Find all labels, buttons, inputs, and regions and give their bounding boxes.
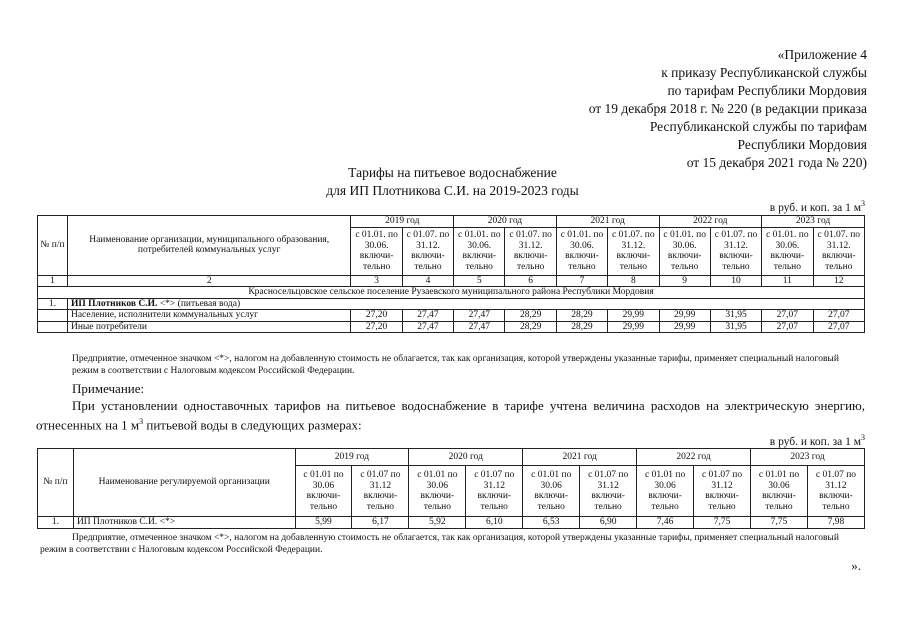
row-name: Иные потребители	[67, 321, 350, 333]
table2-units: в руб. и коп. за 1 $м^3$	[769, 433, 865, 448]
appendix-header	[589, 46, 867, 172]
col-number: 11	[762, 275, 813, 287]
year-header: 2022 год	[659, 216, 762, 228]
period-header: с 01.07 по 31.12 включи-тельно	[352, 466, 409, 517]
tariff-value: 28,29	[556, 310, 607, 322]
year-header: 2023 год	[751, 449, 865, 466]
row-name: Население, исполнители коммунальных услуг	[67, 310, 350, 322]
cost-value: 6,90	[580, 517, 637, 529]
tariff-value: 27,07	[762, 321, 813, 333]
period-header: с 01.07 по 31.12 включи-тельно	[466, 466, 523, 517]
tariff-table	[37, 215, 865, 333]
footnote: Предприятие, отмеченное значком <*>, налогом на добавленную стоимость не облагается, так как организация, которой утверждены указанные тарифы, применяет специальный налоговый режим в соответствии с Налоговым кодексом Российской Федерации.	[40, 533, 839, 555]
appendix-line: «Приложение 4	[777, 47, 867, 62]
cost-value: 5,92	[409, 517, 466, 529]
cost-value: 6,17	[352, 517, 409, 529]
tariff-value: 29,99	[659, 310, 710, 322]
col-header-name: Наименование регулируемой организации	[73, 449, 295, 517]
col-number: 8	[608, 275, 659, 287]
tariff-value: 27,47	[402, 310, 453, 322]
period-header: с 01.01. по 30.06. включи-тельно	[762, 227, 813, 275]
col-number: 9	[659, 275, 710, 287]
appendix-line: от 19 декабря 2018 г. № 220 (в редакции приказа	[588, 101, 867, 116]
row-no: 1.	[38, 517, 74, 529]
section-row: Красносельцовское сельское поселение Рузаевского муниципального района Республики Мордовия	[38, 287, 865, 299]
footnote: Предприятие, отмеченное значком <*>, налогом на добавленную стоимость не облагается, так как организация, которой утверждены указанные тарифы, применяет специальный налоговый режим в соответствии с Налоговым кодексом Российской Федерации.	[72, 354, 839, 376]
year-header: 2019 год	[351, 216, 454, 228]
title-line-2: для ИП Плотникова С.И. на 2019-2023 годы	[326, 183, 579, 198]
col-number: 2	[67, 275, 350, 287]
cost-value: 6,10	[466, 517, 523, 529]
tariff-value: 31,95	[710, 321, 761, 333]
period-header: с 01.01 по 30.06 включи-тельно	[295, 466, 352, 517]
row-name: ИП Плотников С.И. <*>	[73, 517, 295, 529]
table-row	[38, 310, 865, 322]
note-paragraph: При установлении одноставочных тарифов на питьевое водоснабжение в тарифе учтена величина расходов на электрическую энергию, отнесенных на 1 $м^3$ питьевой воды в следующих размерах:	[36, 398, 865, 433]
col-number: 12	[813, 275, 864, 287]
year-header: 2020 год	[454, 216, 557, 228]
col-number: 4	[402, 275, 453, 287]
electricity-table	[37, 448, 865, 529]
cost-value: 6,53	[523, 517, 580, 529]
period-header: с 01.07. по 31.12. включи-тельно	[402, 227, 453, 275]
tariff-value: 27,47	[454, 321, 505, 333]
note-heading: Примечание:	[72, 381, 145, 396]
year-header: 2023 год	[762, 216, 865, 228]
tariff-value: 27,07	[762, 310, 813, 322]
tariff-value: 28,29	[505, 310, 556, 322]
org-name: ИП Плотников С.И.	[70, 298, 158, 309]
col-header-no: № п/п	[38, 449, 74, 517]
org-row	[67, 298, 864, 310]
period-header: с 01.01 по 30.06 включи-тельно	[637, 466, 694, 517]
org-suffix: <*> (питьевая вода)	[159, 298, 241, 309]
tariff-value: 28,29	[556, 321, 607, 333]
cost-value: 7,46	[637, 517, 694, 529]
col-number: 6	[505, 275, 556, 287]
period-header: с 01.07. по 31.12. включи-тельно	[813, 227, 864, 275]
col-number: 1	[38, 275, 68, 287]
period-header: с 01.01 по 30.06 включи-тельно	[523, 466, 580, 517]
cost-value: 7,75	[694, 517, 751, 529]
table-row	[38, 517, 865, 529]
appendix-line: Республиканской службы по тарифам	[649, 119, 867, 134]
org-no: 1.	[38, 298, 68, 310]
col-number: 5	[454, 275, 505, 287]
appendix-line: к приказу Республиканской службы	[661, 65, 867, 80]
period-header: с 01.07 по 31.12 включи-тельно	[580, 466, 637, 517]
document-title	[0, 164, 905, 200]
col-number: 7	[556, 275, 607, 287]
table-row	[38, 321, 865, 333]
period-header: с 01.01. по 30.06. включи-тельно	[454, 227, 505, 275]
appendix-line: Республики Мордовия	[737, 137, 867, 152]
appendix-line: по тарифам Республики Мордовия	[667, 83, 867, 98]
period-header: с 01.07. по 31.12. включи-тельно	[505, 227, 556, 275]
year-header: 2019 год	[295, 449, 409, 466]
cost-value: 7,75	[751, 517, 808, 529]
period-header: с 01.01. по 30.06. включи-тельно	[659, 227, 710, 275]
period-header: с 01.07 по 31.12 включи-тельно	[694, 466, 751, 517]
tariff-value: 27,20	[351, 321, 402, 333]
year-header: 2021 год	[556, 216, 659, 228]
tariff-value: 29,99	[608, 310, 659, 322]
tariff-value: 27,07	[813, 321, 864, 333]
tariff-value: 27,07	[813, 310, 864, 322]
cost-value: 5,99	[295, 517, 352, 529]
closing-quote: ».	[851, 558, 861, 573]
tariff-value: 27,47	[402, 321, 453, 333]
period-header: с 01.07 по 31.12 включи-тельно	[807, 466, 864, 517]
period-header: с 01.01. по 30.06. включи-тельно	[351, 227, 402, 275]
year-header: 2022 год	[637, 449, 751, 466]
tariff-value: 28,29	[505, 321, 556, 333]
period-header: с 01.01 по 30.06 включи-тельно	[751, 466, 808, 517]
tariff-value: 31,95	[710, 310, 761, 322]
period-header: с 01.01 по 30.06 включи-тельно	[409, 466, 466, 517]
period-header: с 01.07. по 31.12. включи-тельно	[710, 227, 761, 275]
col-number: 10	[710, 275, 761, 287]
year-header: 2021 год	[523, 449, 637, 466]
tariff-value: 27,20	[351, 310, 402, 322]
tariff-value: 27,47	[454, 310, 505, 322]
period-header: с 01.01. по 30.06. включи-тельно	[556, 227, 607, 275]
cost-value: 7,98	[807, 517, 864, 529]
table1-units: в руб. и коп. за 1 $м^3$	[769, 199, 865, 214]
period-header: с 01.07. по 31.12. включи-тельно	[608, 227, 659, 275]
title-line-1: Тарифы на питьевое водоснабжение	[348, 165, 557, 180]
tariff-value: 29,99	[608, 321, 659, 333]
col-header-no: № п/п	[38, 216, 68, 276]
col-number: 3	[351, 275, 402, 287]
year-header: 2020 год	[409, 449, 523, 466]
tariff-value: 29,99	[659, 321, 710, 333]
col-header-name: Наименование организации, муниципального образования, потребителей коммунальных услуг	[67, 216, 350, 276]
appendix-line: от 15 декабря 2021 года № 220)	[686, 155, 867, 170]
